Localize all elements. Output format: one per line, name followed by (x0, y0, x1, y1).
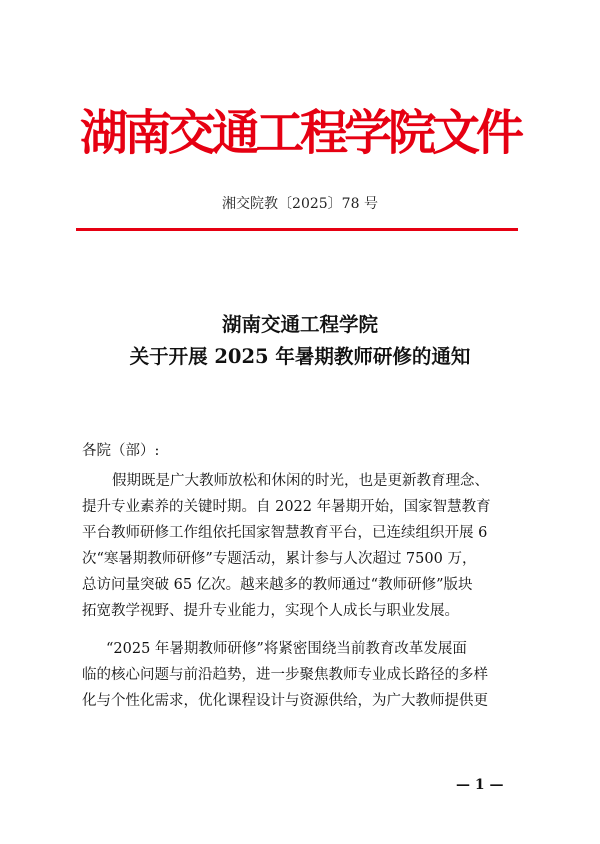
title-line-1: 湖南交通工程学院 (221, 313, 378, 336)
body-line-6: 拓宽教学视野、提升专业能力，实现个人成长与职业发展。 (82, 603, 459, 619)
red-divider (76, 228, 518, 231)
issuer-heading: 湖南交通工程学院文件 (80, 105, 520, 161)
title-line-2: 关于开展 2025 年暑期教师研修的通知 (129, 345, 471, 368)
body-line-5: 总访问量突破 65 亿次。越来越多的教师通过“教师研修”版块 (82, 577, 473, 593)
salutation: 各院（部）: (82, 443, 160, 459)
body-line-9: 化与个性化需求，优化课程设计与资源供给，为广大教师提供更 (82, 693, 488, 709)
body-line-1: 假期既是广大教师放松和休闲的时光，也是更新教育理念、 (112, 473, 489, 489)
body-line-3: 平台教师研修工作组依托国家智慧教育平台，已连续组织开展 6 (82, 525, 488, 541)
page-number: — 1 — (456, 777, 504, 793)
document-number: 湘交院教〔2025〕78 号 (222, 196, 378, 212)
body-line-4: 次“寒暑期教师研修”专题活动，累计参与人次超过 7500 万， (82, 551, 477, 567)
body-line-2: 提升专业素养的关键时期。自 2022 年暑期开始，国家智慧教育 (82, 499, 491, 515)
body-line-7: “2025 年暑期教师研修”将紧密围绕当前教育改革发展面 (106, 641, 467, 657)
body-line-8: 临的核心问题与前沿趋势，进一步聚焦教师专业成长路径的多样 (82, 667, 488, 683)
